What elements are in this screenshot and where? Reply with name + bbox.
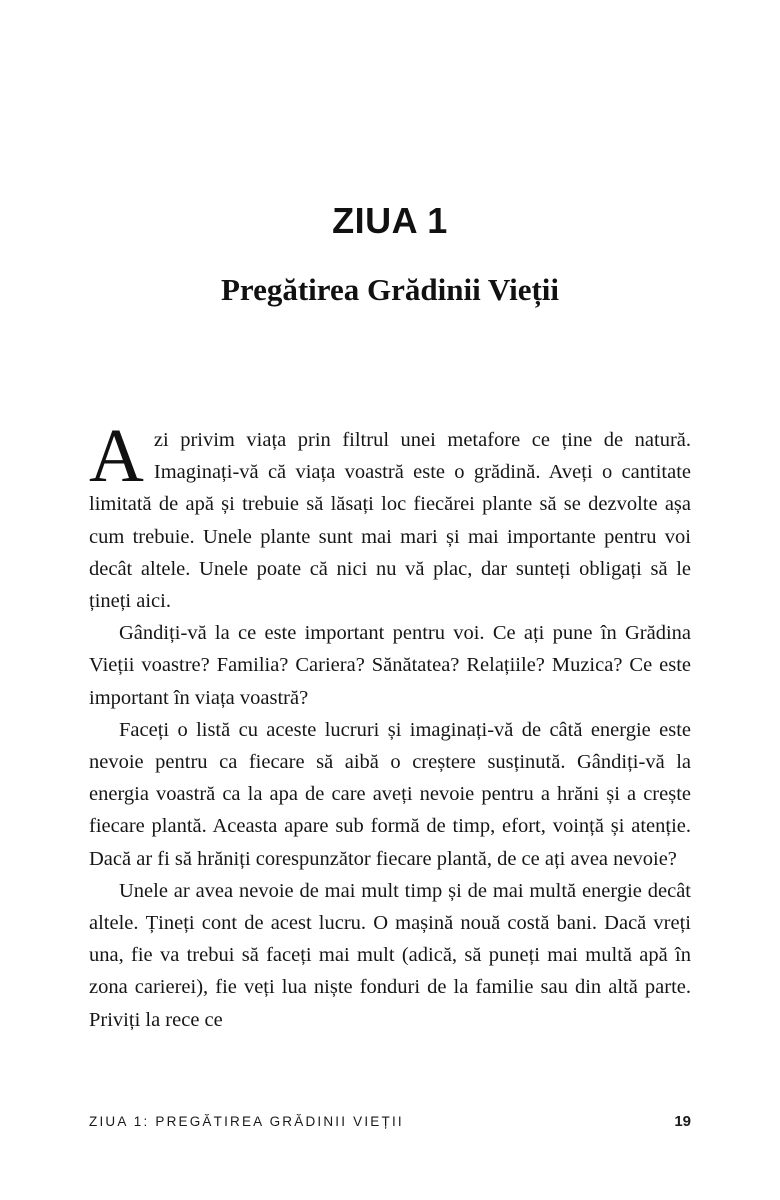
paragraph-2-text: Gândiți-vă la ce este important pentru voi. Ce ați pune în Grădina Vieții voastre? Familia? Cariera? Sănătatea? Relațiile? Muzica? Ce este important în viața voastră? (89, 622, 691, 709)
chapter-title: ZIUA 1 (332, 200, 448, 241)
paragraph-1-text: zi privim viața prin filtrul unei metafore ce ține de natură. Imaginați-vă că viața voastră este o grădină. Aveți o cantitate limitată de apă și trebuie să lăsați loc fiecărei plante să se dezvolte așa cum trebuie. Unele plante sunt mai mari și mai importante pentru voi decât altele. Unele poate că nici nu vă plac, dar sunteți obligați să le țineți aici. (89, 429, 691, 613)
running-header: ZIUA 1: PREGĂTIREA GRĂDINII VIEȚII (89, 1114, 404, 1129)
drop-cap: A (89, 414, 144, 498)
paragraph-3-text: Faceți o listă cu aceste lucruri și imaginați-vă de câtă energie este nevoie pentru ca fiecare să aibă o creștere susținută. Gândiți-vă la energia voastră ca la apa de care aveți nevoie pentru a hrăni și a crește fiecare plantă. Aceasta apare sub formă de timp, efort, voință și atenție. Dacă ar fi să hrăniți corespunzător fiecare plantă, de ce ați avea nevoie? (89, 718, 691, 870)
body-text (89, 414, 691, 1036)
paragraph-4-text: Unele ar avea nevoie de mai mult timp și de mai multă energie decât altele. Țineți cont de acest lucru. O mașină nouă costă bani. Dacă vreți una, fie va trebui să faceți mai mult (adică, să puneți mai multă apă în zona carierei), fie veți lua niște fonduri de la familie sau din altă parte. Priviți la rece ce (89, 879, 691, 1031)
paragraph-2 (89, 617, 691, 714)
paragraph-4 (89, 875, 691, 1036)
paragraph-1 (89, 414, 691, 617)
chapter-subtitle: Pregătirea Grădinii Vieții (220, 272, 560, 307)
page-footer (89, 1113, 691, 1130)
page-number: 19 (674, 1113, 691, 1130)
paragraph-3 (89, 714, 691, 875)
